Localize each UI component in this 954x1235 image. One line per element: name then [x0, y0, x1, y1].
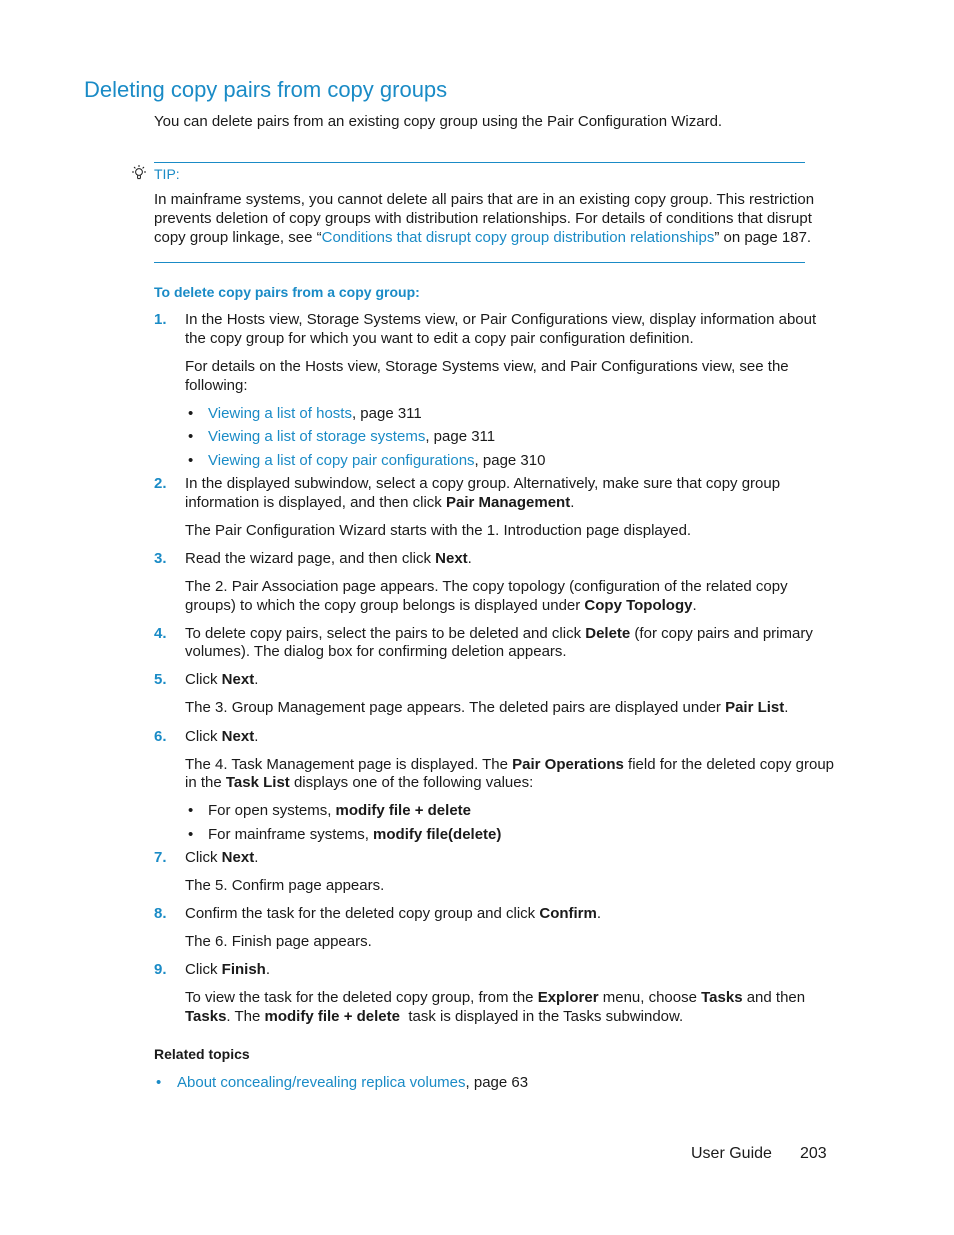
text: Read the wizard page, and then click — [185, 550, 436, 567]
page-title: Deleting copy pairs from copy groups — [84, 77, 448, 102]
step-3-para-line-1: The 2. Pair Association page appears. The copy topology (configuration of the related copy — [185, 578, 788, 595]
step-1-para-line-1: For details on the Hosts view, Storage Systems view, and Pair Configurations view, see the — [185, 358, 789, 375]
ui-term: Confirm — [539, 905, 597, 922]
bullet: • — [188, 428, 194, 445]
ui-term: modify file + delete — [264, 1008, 400, 1025]
ui-term: Next — [221, 671, 255, 688]
text: Click — [185, 671, 222, 688]
step-2-line-1: In the displayed subwindow, select a copy group. Alternatively, make sure that copy group — [185, 475, 781, 492]
step-3-para-line-2 — [185, 596, 835, 615]
list-item — [208, 427, 495, 446]
bullet: • — [156, 1074, 162, 1091]
step-number: 7. — [154, 849, 167, 866]
bullet: • — [188, 802, 194, 819]
step-1-line-2: the copy group for which you want to edit a copy pair configuration definition. — [185, 330, 694, 347]
tip-text-pre: copy group linkage, see “ — [154, 229, 322, 246]
text: . — [570, 494, 575, 511]
viewing-storage-systems-link[interactable]: Viewing a list of storage systems — [208, 428, 426, 445]
text: . — [467, 550, 472, 567]
step-number: 6. — [154, 728, 167, 745]
step-2-line-2 — [185, 493, 835, 512]
step-6-para-line-1 — [185, 755, 835, 774]
text: . — [596, 905, 602, 922]
ui-term: Pair Operations — [512, 756, 624, 773]
text: Click — [185, 961, 222, 978]
procedure-heading: To delete copy pairs from a copy group: — [154, 284, 420, 300]
text: and then — [742, 989, 806, 1006]
step-7-para: The 5. Confirm page appears. — [185, 877, 385, 894]
text: Click — [185, 728, 222, 745]
step-number: 4. — [154, 625, 167, 642]
ui-term: Pair Management — [445, 494, 571, 511]
text: The 3. Group Management page appears. The deleted pairs are displayed under — [185, 699, 726, 716]
bullet: • — [188, 826, 194, 843]
text: . — [692, 597, 697, 614]
text: task is displayed in the Tasks subwindow. — [399, 1008, 684, 1025]
text: To delete copy pairs, select the pairs to be deleted and click — [185, 625, 586, 642]
ui-term: Tasks — [185, 1008, 227, 1025]
step-number: 3. — [154, 550, 167, 567]
list-item — [208, 451, 545, 470]
step-7-line-1 — [185, 848, 835, 867]
page-ref: , page 311 — [425, 428, 496, 445]
ui-term: Next — [435, 550, 468, 567]
list-item — [177, 1073, 528, 1092]
step-5-line-1 — [185, 670, 835, 689]
viewing-hosts-link[interactable]: Viewing a list of hosts — [208, 405, 352, 422]
text: groups) to which the copy group belongs is displayed under — [185, 597, 585, 614]
step-1-line-1: In the Hosts view, Storage Systems view, or Pair Configurations view, display information about — [185, 311, 817, 328]
step-1-para-line-2: following: — [185, 377, 248, 394]
step-9-para-line-2 — [185, 1007, 835, 1026]
step-4-line-1 — [185, 624, 835, 643]
text: in the — [185, 774, 226, 791]
step-number: 9. — [154, 961, 167, 978]
viewing-pair-configurations-link[interactable]: Viewing a list of copy pair configurations — [208, 452, 475, 469]
text: information is displayed, and then click — [185, 494, 446, 511]
ui-term: Tasks — [701, 989, 743, 1006]
ui-term: modify file + delete — [335, 802, 472, 819]
text: The 4. Task Management page is displayed. The — [185, 756, 513, 773]
text: For mainframe systems, — [208, 826, 374, 843]
step-9-para-line-1 — [185, 988, 835, 1007]
text: menu, choose — [598, 989, 702, 1006]
tip-bottom-rule — [154, 262, 805, 263]
tip-top-rule — [154, 162, 805, 163]
step-8-para: The 6. Finish page appears. — [185, 933, 372, 950]
text: . — [784, 699, 789, 716]
ui-term: Task List — [225, 774, 290, 791]
ui-term: Pair List — [725, 699, 785, 716]
step-number: 2. — [154, 475, 167, 492]
text: (for copy pairs and primary — [630, 625, 813, 642]
list-item — [208, 825, 501, 844]
ui-term: modify file(delete) — [373, 826, 502, 843]
ui-term: Explorer — [537, 989, 599, 1006]
ui-term: Copy Topology — [584, 597, 693, 614]
page-ref: , page 63 — [465, 1074, 529, 1091]
ui-term: Next — [221, 849, 255, 866]
step-6-line-1 — [185, 727, 835, 746]
step-8-line-1 — [185, 904, 835, 923]
text: field for the deleted copy group — [623, 756, 834, 773]
tip-text-line-3 — [154, 228, 811, 247]
tip-text-line-1: In mainframe systems, you cannot delete all pairs that are in an existing copy group. This restriction — [154, 191, 815, 208]
bullet: • — [188, 405, 194, 422]
ui-term: Next — [221, 728, 255, 745]
ui-term: Delete — [585, 625, 631, 642]
tip-text-line-2: prevents deletion of copy groups with distribution relationships. For details of conditions that disrupt — [154, 210, 812, 227]
text: . — [254, 849, 259, 866]
text: Click — [185, 849, 222, 866]
page-ref: , page 310 — [474, 452, 546, 469]
step-4-line-2: volumes). The dialog box for confirming deletion appears. — [185, 643, 567, 660]
step-3-line-1 — [185, 549, 835, 568]
page-number: 203 — [800, 1145, 827, 1162]
lightbulb-icon — [130, 164, 148, 182]
related-topics-heading: Related topics — [154, 1046, 250, 1062]
text: Confirm the task for the deleted copy group and click — [185, 905, 540, 922]
list-item — [208, 404, 422, 423]
list-item — [208, 801, 471, 820]
text: . — [265, 961, 271, 978]
tip-text-post: ” on page 187. — [714, 229, 812, 246]
step-5-para — [185, 698, 835, 717]
page-ref: , page 311 — [351, 405, 422, 422]
bullet: • — [188, 452, 194, 469]
text: . — [254, 728, 259, 745]
step-6-para-line-2 — [185, 773, 835, 792]
conditions-link[interactable]: Conditions that disrupt copy group distribution relationships — [321, 229, 715, 246]
step-9-line-1 — [185, 960, 835, 979]
text: To view the task for the deleted copy group, from the — [185, 989, 538, 1006]
ui-term: Finish — [221, 961, 266, 978]
text: For open systems, — [208, 802, 336, 819]
text: . — [254, 671, 259, 688]
footer-guide-name: User Guide — [691, 1145, 772, 1162]
tip-label: TIP: — [154, 166, 180, 182]
text: displays one of the following values: — [289, 774, 534, 791]
step-number: 5. — [154, 671, 167, 688]
step-2-para: The Pair Configuration Wizard starts with the 1. Introduction page displayed. — [185, 522, 692, 539]
step-number: 1. — [154, 311, 167, 328]
text: . The — [226, 1008, 265, 1025]
concealing-replica-volumes-link[interactable]: About concealing/revealing replica volumes — [177, 1074, 466, 1091]
intro-paragraph: You can delete pairs from an existing copy group using the Pair Configuration Wizard. — [154, 113, 723, 130]
step-number: 8. — [154, 905, 167, 922]
